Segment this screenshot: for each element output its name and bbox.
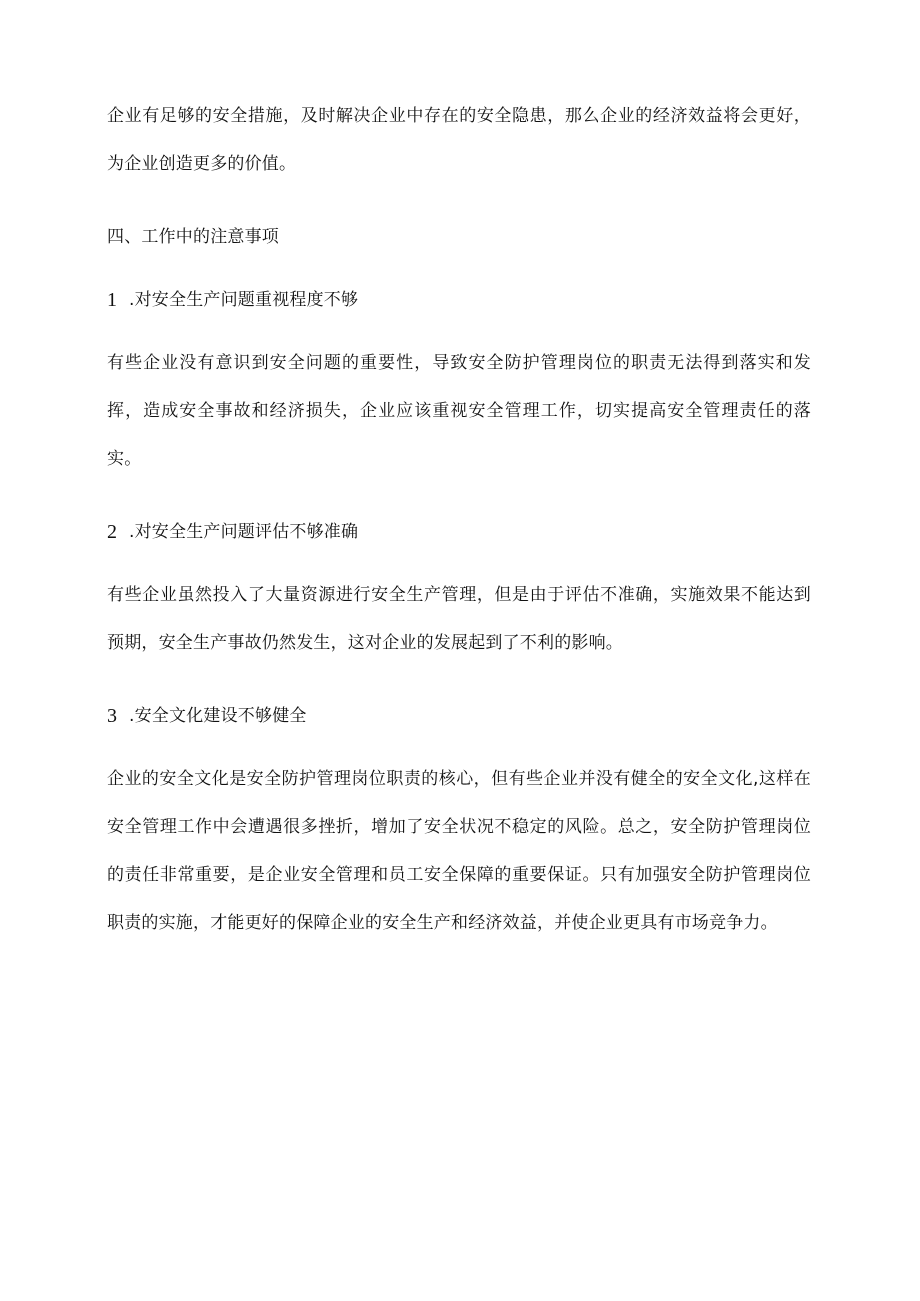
intro-paragraph: 企业有足够的安全措施，及时解决企业中存在的安全隐患，那么企业的经济效益将会更好，为企业创造更多的价值。 [107,106,811,174]
item-body-2: 有些企业虽然投入了大量资源进行安全生产管理，但是由于评估不准确，实施效果不能达到预期，安全生产事故仍然发生，这对企业的发展起到了不利的影响。 [107,585,811,653]
item-body-1: 有些企业没有意识到安全问题的重要性，导致安全防护管理岗位的职责无法得到落实和发挥，造成安全事故和经济损失，企业应该重视安全管理工作，切实提高安全管理责任的落实。 [107,353,811,469]
document-content [107,102,811,982]
item-number: 3 [107,705,118,727]
item-heading-1 [107,286,811,314]
item-number: 2 [107,521,118,543]
section-heading: 四、工作中的注意事项 [107,227,279,247]
item-number: 1 [107,289,118,311]
item-title: .对安全生产问题重视程度不够 [129,290,359,310]
item-body-3: 企业的安全文化是安全防护管理岗位职责的核心，但有些企业并没有健全的安全文化,这样在安全管理工作中会遭遇很多挫折，增加了安全状况不稳定的风险。总之，安全防护管理岗位的责任非常重要，是企业安全管理和员工安全保障的重要保证。只有加强安全防护管理岗位职责的实施，才能更好的保障企业的安全生产和经济效益，并使企业更具有市场竞争力。 [107,769,811,933]
item-heading-2 [107,518,811,546]
item-heading-3 [107,702,811,730]
item-title: .安全文化建设不够健全 [129,706,307,726]
item-title: .对安全生产问题评估不够准确 [129,522,359,542]
